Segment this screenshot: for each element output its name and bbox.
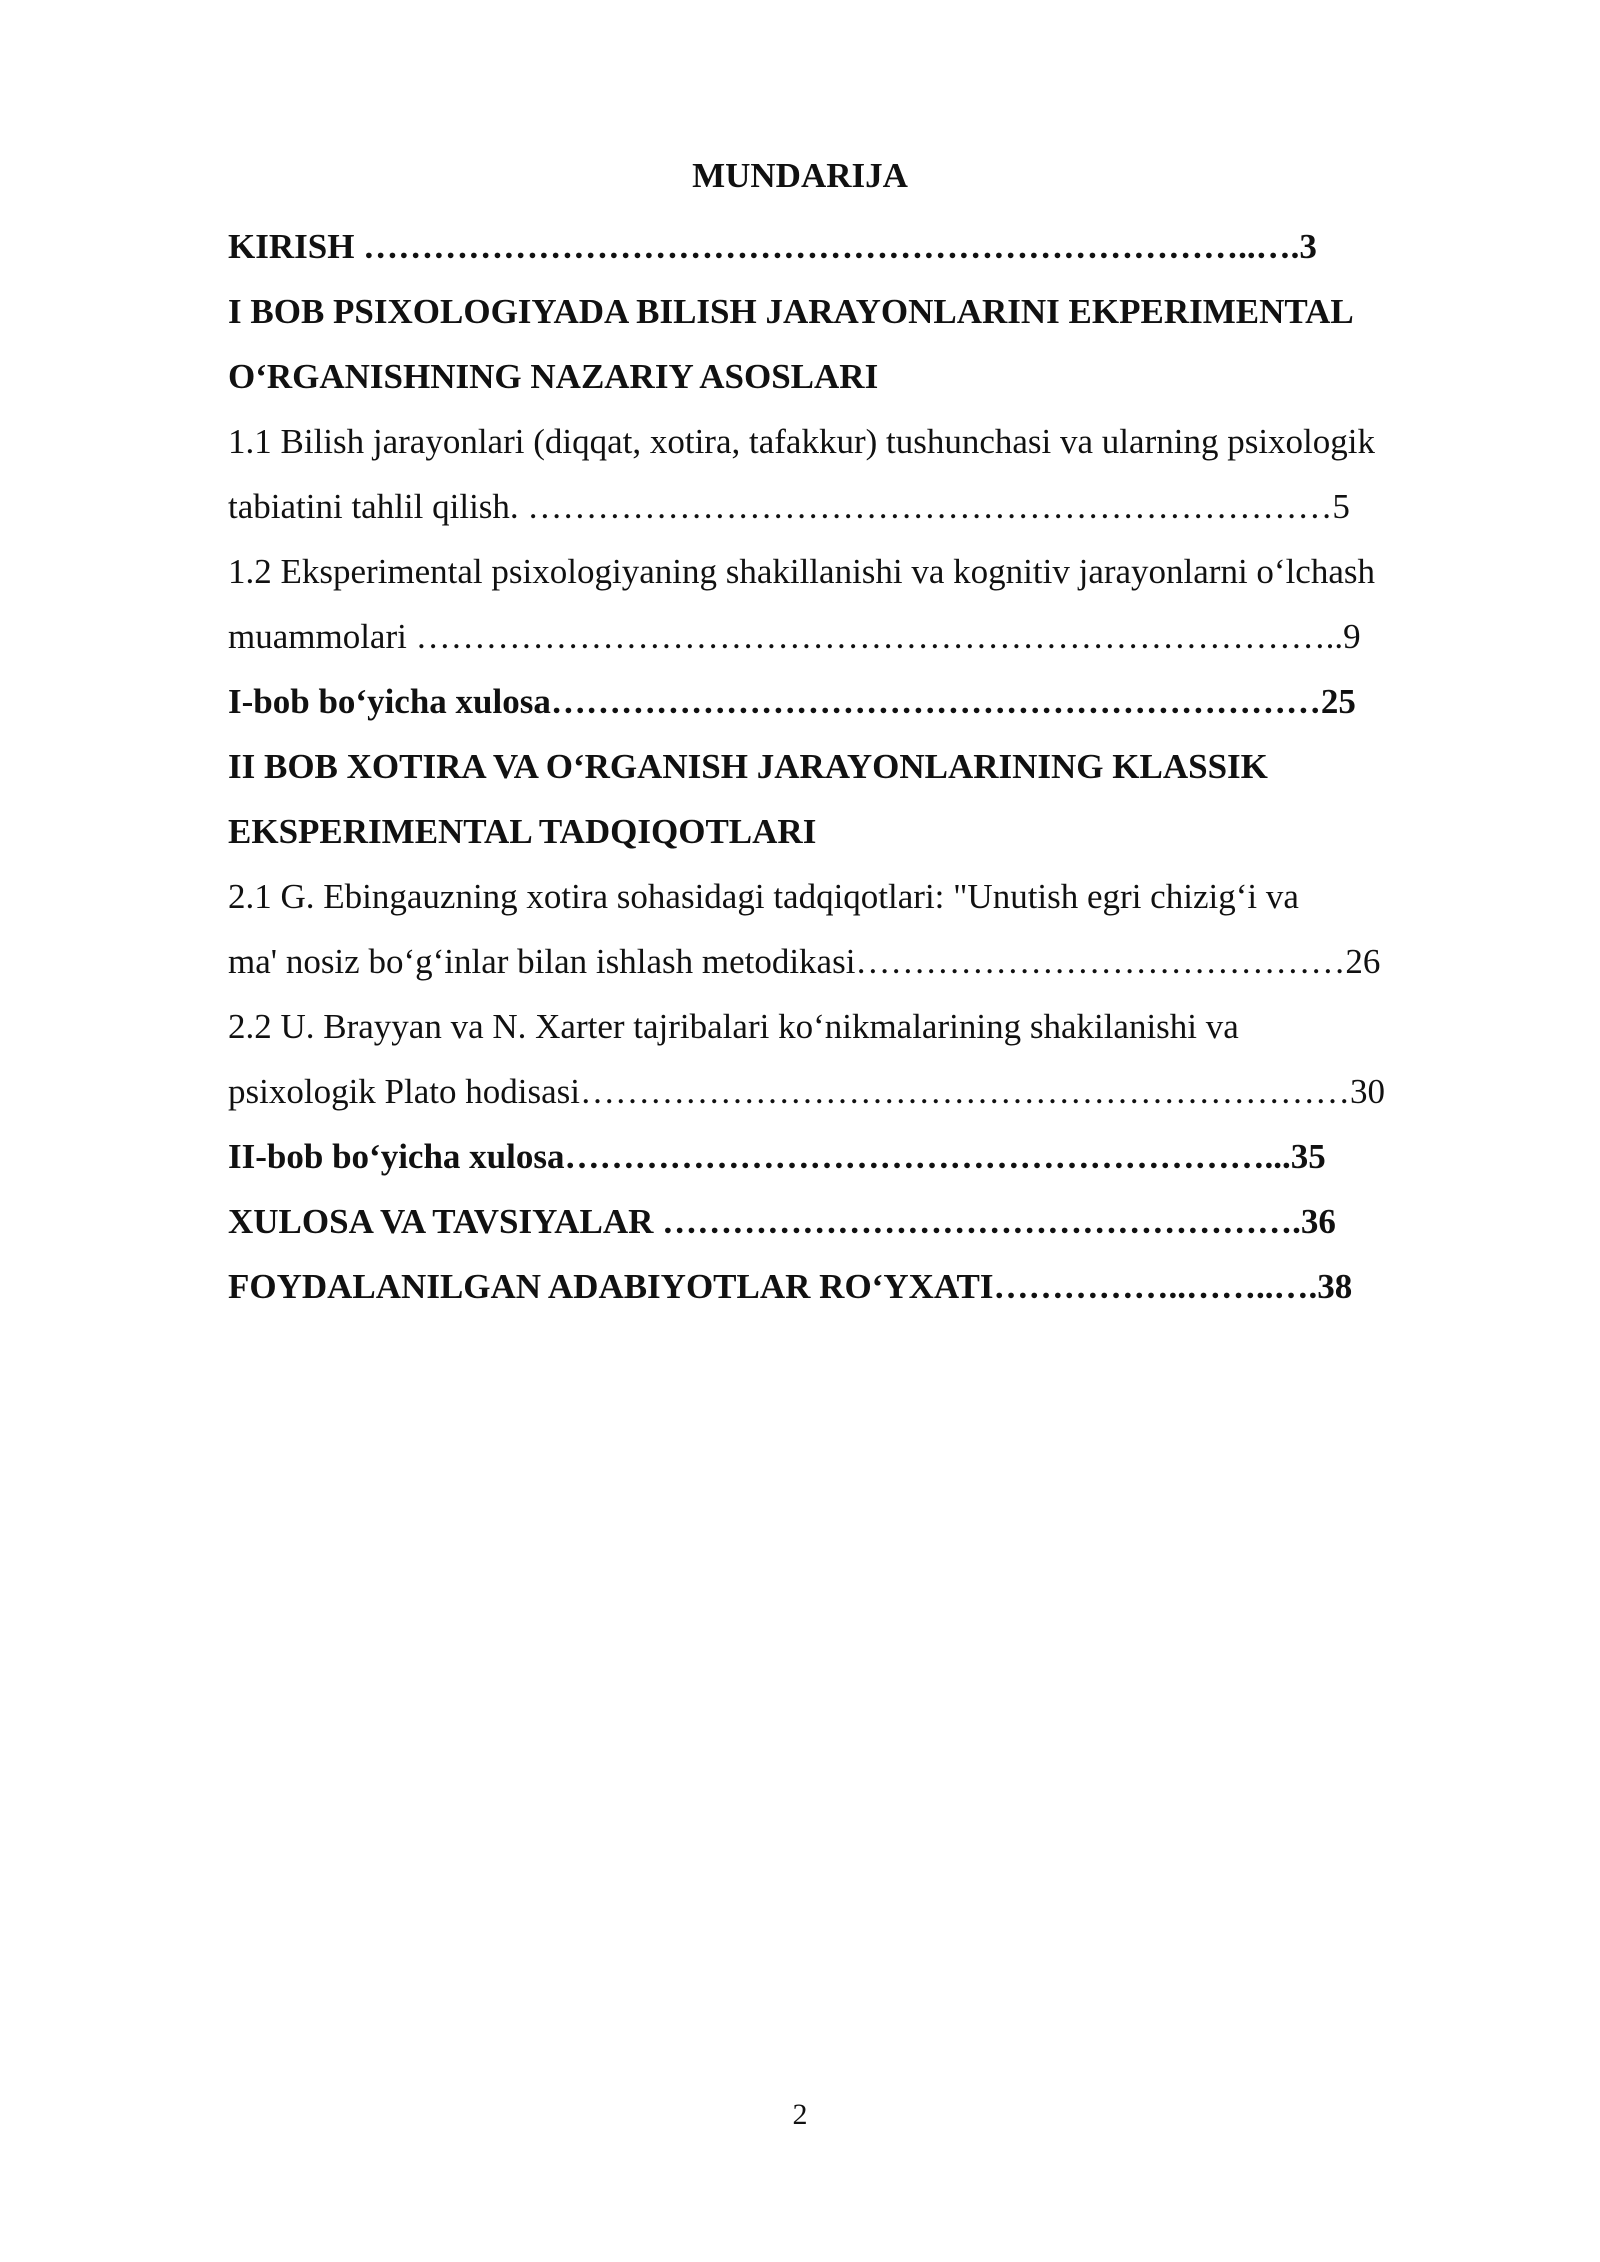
toc-chapter-2-heading-line-2: EKSPERIMENTAL TADQIQOTLARI xyxy=(228,812,817,851)
toc-chapter-1-heading-line-2: O‘RGANISHNING NAZARIY ASOSLARI xyxy=(228,357,879,396)
page-title: MUNDARIJA xyxy=(692,156,908,195)
toc-section-1-2-line-1: 1.2 Eksperimental psixologiyaning shakillanishi va kognitiv jarayonlarni o‘lchash xyxy=(228,552,1376,591)
toc-section-2-1-line-1: 2.1 G. Ebingauzning xotira sohasidagi tadqiqotlari: "Unutish egri chizig‘i va xyxy=(228,877,1299,916)
toc-entry-conclusions: XULOSA VA TAVSIYALAR ……………………………………………….36 xyxy=(228,1202,1336,1241)
toc-section-2-1-line-2: ma' nosiz bo‘g‘inlar bilan ishlash metodikasi……………………………………26 xyxy=(228,942,1381,981)
toc-section-1-1-line-2: tabiatini tahlil qilish. ……………………………………………………………5 xyxy=(228,487,1350,526)
toc-section-2-2-line-1: 2.2 U. Brayyan va N. Xarter tajribalari ko‘nikmalarining shakilanishi va xyxy=(228,1007,1239,1046)
toc-section-2-2-line-2: psixologik Plato hodisasi…………………………………………………………30 xyxy=(228,1072,1385,1111)
toc-chapter-2-conclusion: II-bob bo‘yicha xulosa……………………………………………………...35 xyxy=(228,1137,1326,1176)
toc-chapter-1-heading-line-1: I BOB PSIXOLOGIYADA BILISH JARAYONLARINI EKPERIMENTAL xyxy=(228,292,1354,331)
toc-chapter-1-conclusion: I-bob bo‘yicha xulosa…………………………………………………………25 xyxy=(228,682,1356,721)
table-of-contents xyxy=(228,214,1528,1319)
toc-entry-kirish: KIRISH …………………………………………………………………..….3 xyxy=(228,227,1317,266)
toc-chapter-2-heading-line-1: II BOB XOTIRA VA O‘RGANISH JARAYONLARINING KLASSIK xyxy=(228,747,1268,786)
toc-entry-references: FOYDALANILGAN ADABIYOTLAR RO‘YXATI……………..……..….38 xyxy=(228,1267,1353,1306)
page-number: 2 xyxy=(792,2098,808,2131)
toc-section-1-1-line-1: 1.1 Bilish jarayonlari (diqqat, xotira, tafakkur) tushunchasi va ularning psixologik xyxy=(228,422,1375,461)
toc-section-1-2-line-2: muammolari ……………………………………………………………………..9 xyxy=(228,617,1361,656)
